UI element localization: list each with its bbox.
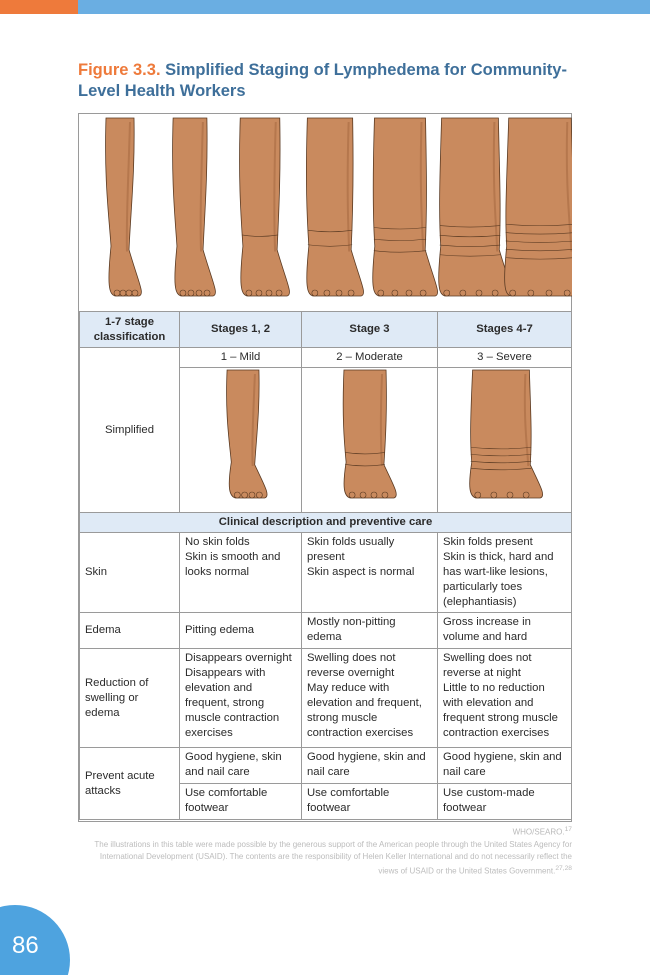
cell-skin-severe: Skin folds present Skin is thick, hard and has wart-like lesions, particularly toes (elephantiasis) bbox=[438, 533, 572, 613]
cell-edema-severe: Gross increase in volume and hard bbox=[438, 613, 572, 649]
mild-leg-cell bbox=[180, 368, 302, 513]
leg-stage-illustration-icon bbox=[80, 114, 572, 306]
row-label-simplified: Simplified bbox=[80, 348, 180, 513]
cell-footwear-mild: Use comfortable footwear bbox=[180, 784, 302, 820]
row-label-skin: Skin bbox=[80, 533, 180, 613]
cell-reduction-mild: Disappears overnight Disappears with elevation and frequent, strong muscle contraction exercises bbox=[180, 649, 302, 748]
top-accent-bar-blue bbox=[78, 0, 650, 14]
severity-mild: 1 – Mild bbox=[180, 348, 302, 368]
table-row-skin bbox=[80, 533, 572, 613]
cell-hygiene-severe: Good hygiene, skin and nail care bbox=[438, 748, 572, 784]
cell-skin-mild: No skin folds Skin is smooth and looks normal bbox=[180, 533, 302, 613]
severe-leg-icon bbox=[439, 368, 571, 507]
table-header-row bbox=[80, 312, 572, 348]
cell-footwear-moderate: Use comfortable footwear bbox=[302, 784, 438, 820]
mild-leg-icon bbox=[181, 368, 301, 507]
table-row-prevent-hygiene bbox=[80, 748, 572, 784]
usaid-disclaimer: The illustrations in this table were made possible by the generous support of the American people through the United States Agency for International Development (USAID). The contents are the responsibility of Helen Keller International and do not necessarily reflect the views of USAID or the United States Government.$^{27,28}$ bbox=[94, 840, 572, 876]
header-classification: 1-7 stage classification bbox=[80, 312, 180, 348]
figure-number: Figure 3.3. bbox=[78, 61, 161, 79]
leg-illustration bbox=[226, 370, 267, 498]
severity-row bbox=[80, 348, 572, 368]
leg-illustration bbox=[306, 118, 363, 296]
section-title-clinical: Clinical description and preventive care bbox=[80, 513, 572, 533]
leg-illustration bbox=[343, 370, 396, 498]
page-number: 86 bbox=[12, 932, 39, 959]
header-stages-4-7: Stages 4-7 bbox=[438, 312, 572, 348]
leg-illustration bbox=[438, 118, 511, 296]
leg-illustration bbox=[372, 118, 437, 296]
severity-severe: 3 – Severe bbox=[438, 348, 572, 368]
cell-skin-moderate: Skin folds usually present Skin aspect is normal bbox=[302, 533, 438, 613]
leg-illustration bbox=[105, 118, 141, 296]
leg-illustration bbox=[239, 118, 289, 296]
staging-table bbox=[79, 114, 572, 820]
figure-title-text: Simplified Staging of Lymphedema for Community-Level Health Workers bbox=[78, 61, 567, 100]
cell-edema-moderate: Mostly non-pitting edema bbox=[302, 613, 438, 649]
cell-footwear-severe: Use custom-made footwear bbox=[438, 784, 572, 820]
row-label-edema: Edema bbox=[80, 613, 180, 649]
top-accent-bar-orange bbox=[0, 0, 78, 14]
severe-leg-cell bbox=[438, 368, 572, 513]
cell-hygiene-moderate: Good hygiene, skin and nail care bbox=[302, 748, 438, 784]
cell-reduction-severe: Swelling does not reverse at night Little to no reduction with elevation and frequent strong muscle contraction exercises bbox=[438, 649, 572, 748]
leg-illustration bbox=[172, 118, 215, 296]
row-label-prevent: Prevent acute attacks bbox=[80, 748, 180, 820]
cell-edema-mild: Pitting edema bbox=[180, 613, 302, 649]
staging-table-container bbox=[78, 113, 572, 822]
leg-illustration bbox=[504, 118, 571, 296]
seven-stage-illustration bbox=[80, 114, 572, 312]
table-row-edema bbox=[80, 613, 572, 649]
illustration-row bbox=[80, 114, 572, 312]
moderate-leg-icon bbox=[303, 368, 437, 507]
row-label-reduction: Reduction of swelling or edema bbox=[80, 649, 180, 748]
cell-reduction-moderate: Swelling does not reverse overnight May reduce with elevation and frequent, strong muscle contraction exercises bbox=[302, 649, 438, 748]
moderate-leg-cell bbox=[302, 368, 438, 513]
cell-hygiene-mild: Good hygiene, skin and nail care bbox=[180, 748, 302, 784]
figure-title bbox=[78, 60, 578, 102]
image-credit: WHO/SEARO.$^{17}$ bbox=[512, 826, 572, 837]
header-stage-3: Stage 3 bbox=[302, 312, 438, 348]
leg-illustration bbox=[469, 370, 542, 498]
severity-moderate: 2 – Moderate bbox=[302, 348, 438, 368]
table-row-reduction bbox=[80, 649, 572, 748]
section-header-row bbox=[80, 513, 572, 533]
header-stages-1-2: Stages 1, 2 bbox=[180, 312, 302, 348]
